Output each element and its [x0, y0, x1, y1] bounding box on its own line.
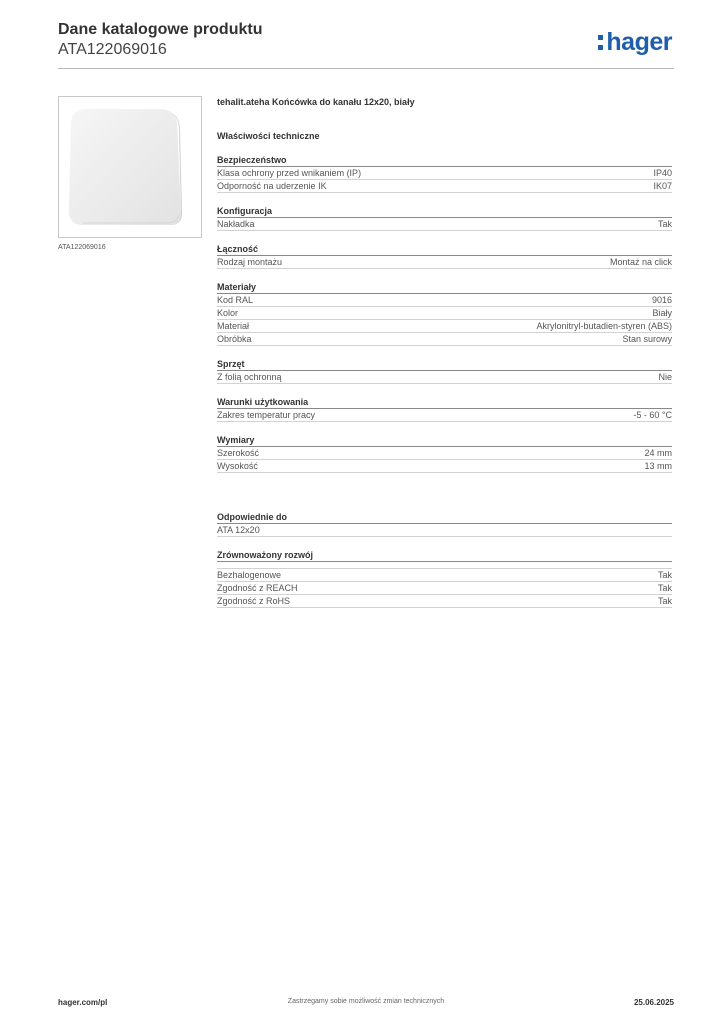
footer-website-link[interactable]: hager.com/pl — [58, 998, 108, 1007]
spec-value: 9016 — [651, 295, 672, 305]
spec-section-lacznosc — [217, 243, 672, 269]
spec-label: ATA 12x20 — [217, 525, 260, 535]
section-title: Zrównoważony rozwój — [217, 549, 672, 562]
spec-value: Tak — [657, 570, 672, 580]
spec-row — [217, 218, 672, 231]
spec-label: Materiał — [217, 321, 250, 331]
spec-row — [217, 569, 672, 582]
spec-label: Klasa ochrony przed wnikaniem (IP) — [217, 168, 362, 178]
page-header — [58, 20, 674, 68]
spec-label: Nakładka — [217, 219, 255, 229]
footer-date: 25.06.2025 — [633, 998, 674, 1007]
spec-value: Stan surowy — [622, 334, 672, 344]
logo-text: hager — [606, 28, 672, 56]
spec-row — [217, 167, 672, 180]
product-image — [63, 101, 183, 231]
spec-section-sprzet — [217, 358, 672, 384]
section-title: Wymiary — [217, 434, 672, 447]
section-title: Warunki użytkowania — [217, 396, 672, 409]
footer-disclaimer: Zastrzegamy sobie możliwość zmian technicznych — [287, 998, 445, 1005]
spec-value: IP40 — [653, 168, 672, 178]
spec-row — [217, 595, 672, 608]
section-sustainability — [217, 549, 672, 608]
spec-row — [217, 180, 672, 193]
page-title: Dane katalogowe produktu — [58, 21, 263, 38]
section-title: Łączność — [217, 243, 672, 256]
spec-label: Zakres temperatur pracy — [217, 410, 316, 420]
section-title: Materiały — [217, 281, 672, 294]
section-suitable-for — [217, 511, 672, 537]
spec-label: Z folią ochronną — [217, 372, 282, 382]
spec-value: Biały — [652, 308, 672, 318]
spec-value: IK07 — [653, 181, 672, 191]
spec-value: Montaż na click — [609, 257, 672, 267]
spec-label: Zgodność z RoHS — [217, 596, 291, 606]
spec-row — [217, 256, 672, 269]
spec-row — [217, 333, 672, 346]
spec-row — [217, 582, 672, 595]
spec-label: Szerokość — [217, 448, 260, 458]
spec-value: 13 mm — [644, 461, 672, 471]
spec-value: Akrylonitryl-butadien-styren (ABS) — [536, 321, 672, 331]
product-image-frame — [58, 96, 202, 238]
spec-label: Wysokość — [217, 461, 258, 471]
spec-label: Kolor — [217, 308, 239, 318]
spec-section-materialy — [217, 281, 672, 346]
spec-content — [217, 96, 672, 608]
spec-value: Tak — [657, 219, 672, 229]
properties-heading: Właściwości techniczne — [217, 131, 320, 141]
spec-row — [217, 371, 672, 384]
section-title: Konfiguracja — [217, 205, 672, 218]
spec-row — [217, 460, 672, 473]
spec-label: Obróbka — [217, 334, 252, 344]
spec-row — [217, 524, 672, 537]
page-footer — [58, 998, 674, 1010]
spec-value: Tak — [657, 596, 672, 606]
header-divider — [58, 68, 674, 69]
spec-value: 24 mm — [644, 448, 672, 458]
spec-section-konfiguracja — [217, 205, 672, 231]
spec-value: Tak — [657, 583, 672, 593]
section-title: Sprzęt — [217, 358, 672, 371]
spec-label: Zgodność z REACH — [217, 583, 298, 593]
spec-label: Bezhalogenowe — [217, 570, 282, 580]
spec-label: Odporność na uderzenie IK — [217, 181, 327, 191]
hager-logo[interactable] — [606, 28, 672, 57]
spec-row — [217, 307, 672, 320]
article-number: ATA122069016 — [58, 41, 167, 58]
spec-row — [217, 294, 672, 307]
spec-row — [217, 409, 672, 422]
spec-row — [217, 447, 672, 460]
logo-dots-icon — [598, 35, 603, 51]
section-title: Odpowiednie do — [217, 511, 672, 524]
spec-row — [217, 320, 672, 333]
spec-value: Nie — [658, 372, 672, 382]
spec-value: -5 - 60 °C — [633, 410, 672, 420]
product-name: tehalit.ateha Końcówka do kanału 12x20, biały — [217, 97, 415, 107]
spec-section-bezpieczenstwo — [217, 154, 672, 193]
section-title: Bezpieczeństwo — [217, 154, 672, 167]
spec-section-wymiary — [217, 434, 672, 473]
image-caption: ATA122069016 — [58, 244, 106, 251]
spec-section-warunki — [217, 396, 672, 422]
spec-label: Rodzaj montażu — [217, 257, 283, 267]
spec-label: Kod RAL — [217, 295, 254, 305]
